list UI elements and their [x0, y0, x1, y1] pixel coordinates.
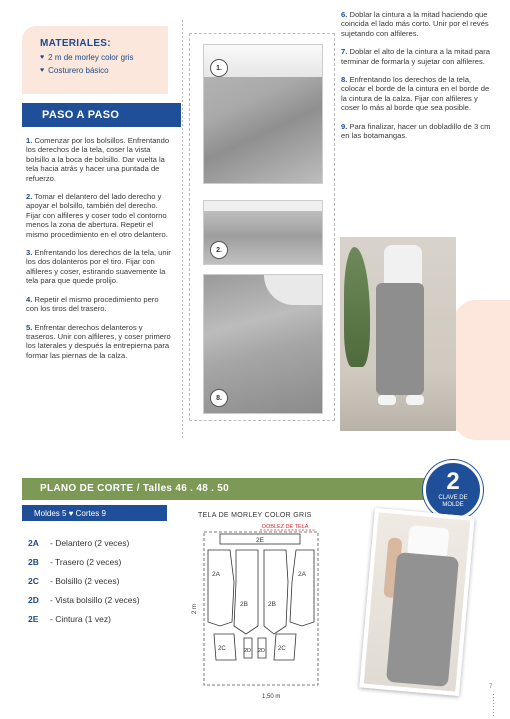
width-label: 1,50 m: [262, 694, 281, 700]
model-shoe: [406, 395, 424, 405]
plant-shape: [344, 247, 370, 367]
step-4: 4. Repetir el mismo procedimiento pero con los tiros del trasero.: [26, 294, 159, 314]
piece-item: 2E - Cintura (1 vez): [28, 614, 111, 624]
heart-icon: ♥: [40, 67, 45, 74]
piece-label: 2E: [256, 537, 264, 544]
step-photo-1: [203, 44, 323, 184]
materials-title: MATERIALES:: [40, 38, 111, 49]
piece-2b-right: [264, 550, 288, 634]
piece-label: 2B: [268, 601, 276, 608]
step-1: 1. Comenzar por los bolsillos. Enfrentando los derechos de la tela, coser la vista bolsillo a la boca de bolsillo. Dar vuelta la tela hacia atrás y hacer una puntada de refuerzo.: [26, 136, 170, 183]
model-shirt: [384, 245, 422, 285]
piece-label: 2A: [298, 571, 306, 578]
piece-2a-left: [208, 550, 234, 626]
model-photo-bottom: [359, 508, 474, 696]
fold-label: DOBLEZ DE TELA: [262, 524, 309, 530]
step-5: 5. Enfrentar derechos delanteros y traseros. Unir con alfileres, y coser primero los laterales y después la entrepierna para formar las piernas de la calza.: [26, 322, 171, 360]
step-photos-frame: [189, 33, 335, 421]
step-7: 7. Doblar el alto de la cintura a la mitad para terminar de formarla y sujetar con alfileres.: [341, 47, 491, 66]
step-photo-2: [203, 200, 323, 265]
tela-title: TELA DE MORLEY COLOR GRIS: [198, 512, 312, 519]
clave-label: MOLDE: [442, 502, 464, 508]
clave-label: CLAVE DE: [438, 495, 468, 501]
clave-de-molde-badge: [423, 460, 483, 520]
model-shoe: [378, 395, 396, 405]
photo-badge-1: 1.: [210, 59, 228, 77]
steps-left: [26, 136, 171, 369]
piece-label: 2A: [212, 571, 220, 578]
piece-2b-left: [234, 550, 258, 634]
materials-box: [22, 26, 168, 94]
piece-label: 2B: [240, 601, 248, 608]
photo-background: [204, 201, 323, 211]
photo-badge-8: 8.: [210, 389, 228, 407]
piece-label: 2C: [278, 646, 286, 652]
page-number: 7: [489, 684, 493, 690]
model-photo-top: [340, 237, 456, 431]
piece-item: 2A - Delantero (2 veces): [28, 538, 130, 548]
piece-label: 2C: [218, 646, 226, 652]
piece-label: 2D: [258, 648, 266, 654]
plano-de-corte-banner: PLANO DE CORTE / Talles 46 . 48 . 50: [22, 478, 436, 500]
piece-item: 2B - Trasero (2 veces): [28, 557, 122, 567]
piece-item: 2D - Vista bolsillo (2 veces): [28, 595, 140, 605]
materials-item: ♥ 2 m de morley color gris: [40, 53, 134, 62]
heart-icon: ♥: [40, 54, 45, 61]
model-pants: [386, 552, 459, 687]
step-9: 9. Para finalizar, hacer un dobladillo de 3 cm en las botamangas.: [341, 121, 491, 141]
step-6: 6. Doblar la cintura a la mitad haciendo que coincida el lado más corto. Unir por el revés sujetando con alfileres.: [341, 10, 489, 38]
step-photo-8: [203, 274, 323, 414]
moldes-bar: Moldes 5 ♥ Cortes 9: [22, 505, 167, 521]
piece-label: 2D: [244, 648, 252, 654]
paso-a-paso-banner: PASO A PASO: [22, 103, 181, 127]
photo-badge-2: 2.: [210, 241, 228, 259]
cutting-layout-diagram: [190, 522, 338, 700]
model-pants: [376, 283, 424, 395]
clave-number: 2: [446, 468, 460, 495]
height-label: 2 m: [192, 603, 198, 614]
pieces-list: [28, 534, 140, 629]
photo-background: [264, 275, 323, 305]
steps-right: [341, 10, 493, 149]
page-dots: [493, 694, 494, 716]
piece-item: 2C - Bolsillo (2 veces): [28, 576, 120, 586]
materials-item: ♥ Costurero básico: [40, 66, 109, 75]
step-3: 3. Enfrentando los derechos de la tela, unir los dos dolanteros por el tiro. Fijar con alfileres y coser, estirando suavemente la tela para que quede prolijo.: [26, 248, 171, 286]
dashed-divider: [182, 20, 183, 440]
step-2: 2. Tomar el delantero del lado derecho y apoyar el bolsillo, también del derecho. Fijar con alfileres y coser todo el contorno menos la zona de abertura. Repetir el mismo procedimiento en el otro delantero.: [26, 192, 168, 239]
step-8: 8. Enfrentando los derechos de la tela, colocar el borde de la cintura en el borde de la cintura de la calza. Fijar con alfileres y coser lo más al borde que sea posible.: [341, 75, 490, 113]
